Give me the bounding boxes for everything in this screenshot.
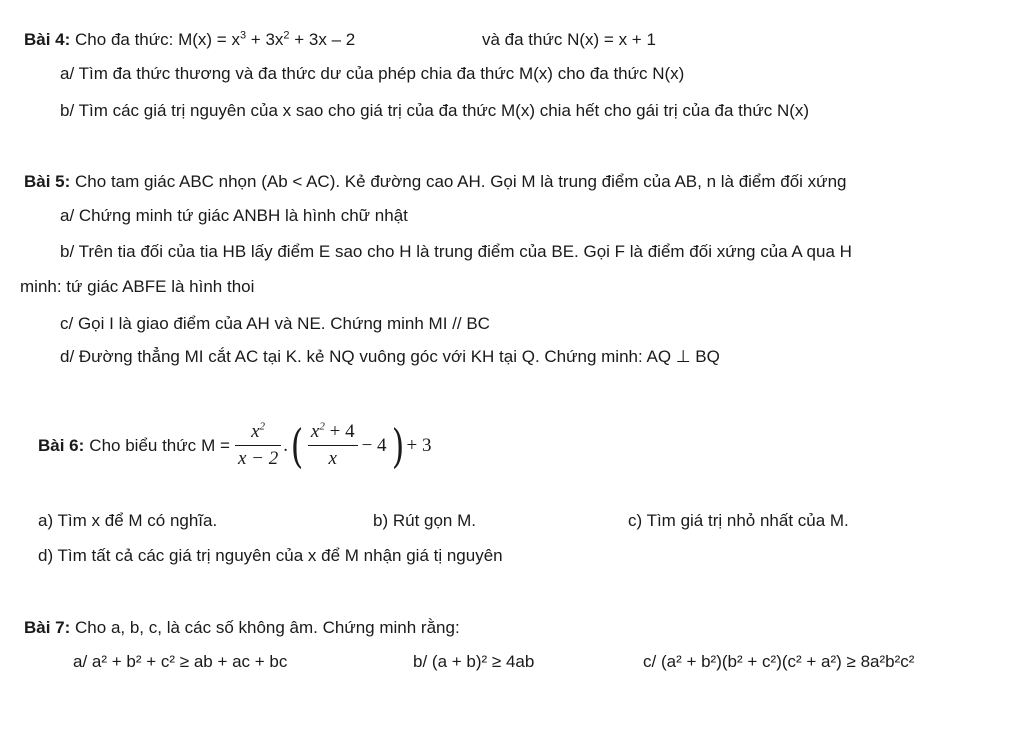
- bai7-title: Bài 7:: [24, 618, 71, 637]
- bai4-question-a: a/ Tìm đa thức thương và đa thức dư của phép chia đa thức M(x) cho đa thức N(x): [60, 64, 685, 83]
- bai6-fraction-2: $\frac{x^2 + 4}{x}$: [308, 419, 358, 472]
- bai6-plus3: + 3: [406, 434, 432, 456]
- bai6-question-a: a) Tìm x để M có nghĩa.: [38, 511, 218, 530]
- bai5-title: Bài 5:: [24, 172, 71, 191]
- bai5-question-c: c/ Gọi I là giao điểm của AH và NE. Chứng minh MI // BC: [60, 314, 490, 333]
- bai7-header: [24, 617, 460, 639]
- bai6-question-d: d) Tìm tất cả các giá trị nguyên của x để M nhận giá tị nguyên: [38, 546, 503, 565]
- bai6-title: Bài 6:: [38, 435, 85, 455]
- bai4-m-poly: $M(x) = x^3 + 3x^2 + 3x - 2$: [178, 29, 356, 49]
- bai5-question-a: a/ Chứng minh tứ giác ANBH là hình chữ nhật: [60, 206, 408, 225]
- bai5-question-b1: b/ Trên tia đối của tia HB lấy điểm E sao cho H là trung điểm của BE. Gọi F là điểm đối xứng của A qua H: [60, 242, 852, 261]
- bai7-intro: Cho a, b, c, là các số không âm. Chứng minh rằng:: [75, 618, 460, 637]
- bai6-question-b: b) Rút gọn M.: [373, 511, 476, 530]
- bai6-header: Bài 6: Cho biểu thức M = $\frac{x^2}{x - 2}$ . ( $\frac{x^2 + 4}{x}$ − 4 ) + 3: [38, 418, 432, 473]
- bai6-question-c: c) Tìm giá trị nhỏ nhất của M.: [628, 511, 849, 530]
- bai7-question-a: a/ a² + b² + c² ≥ ab + ac + bc: [73, 652, 288, 671]
- bai5-header: [24, 171, 846, 193]
- bai4-intro: Cho đa thức:: [75, 30, 174, 49]
- right-paren: ): [391, 418, 404, 473]
- bai5-intro: Cho tam giác ABC nhọn (Ab < AC). Kẻ đường cao AH. Gọi M là trung điểm của AB, n là điểm đối xứng: [75, 172, 847, 191]
- bai5-question-b2: minh: tứ giác ABFE là hình thoi: [20, 277, 255, 296]
- bai4-title: Bài 4:: [24, 30, 71, 49]
- bai5-question-d: d/ Đường thẳng MI cắt AC tại K. kẻ NQ vuông góc với KH tại Q. Chứng minh: AQ ⊥ BQ: [60, 347, 720, 366]
- left-paren: (: [290, 418, 304, 473]
- bai6-m-eq: M =: [201, 435, 230, 455]
- bai4-n-poly: và đa thức N(x) = x + 1: [482, 30, 656, 49]
- bai4-question-b: b/ Tìm các giá trị nguyên của x sao cho giá trị của đa thức M(x) chia hết cho gái trị của đa thức N(x): [60, 101, 810, 120]
- bai6-intro: Cho biểu thức: [89, 435, 197, 455]
- bai7-question-c: c/ (a² + b²)(b² + c²)(c² + a²) ≥ 8a²b²c²: [643, 652, 915, 671]
- bai4-header: [24, 29, 355, 51]
- bai6-fraction-1: $\frac{x^2}{x - 2}$: [235, 419, 281, 472]
- bai6-minus4: − 4: [361, 434, 387, 456]
- bai7-question-b: b/ (a + b)² ≥ 4ab: [413, 652, 535, 671]
